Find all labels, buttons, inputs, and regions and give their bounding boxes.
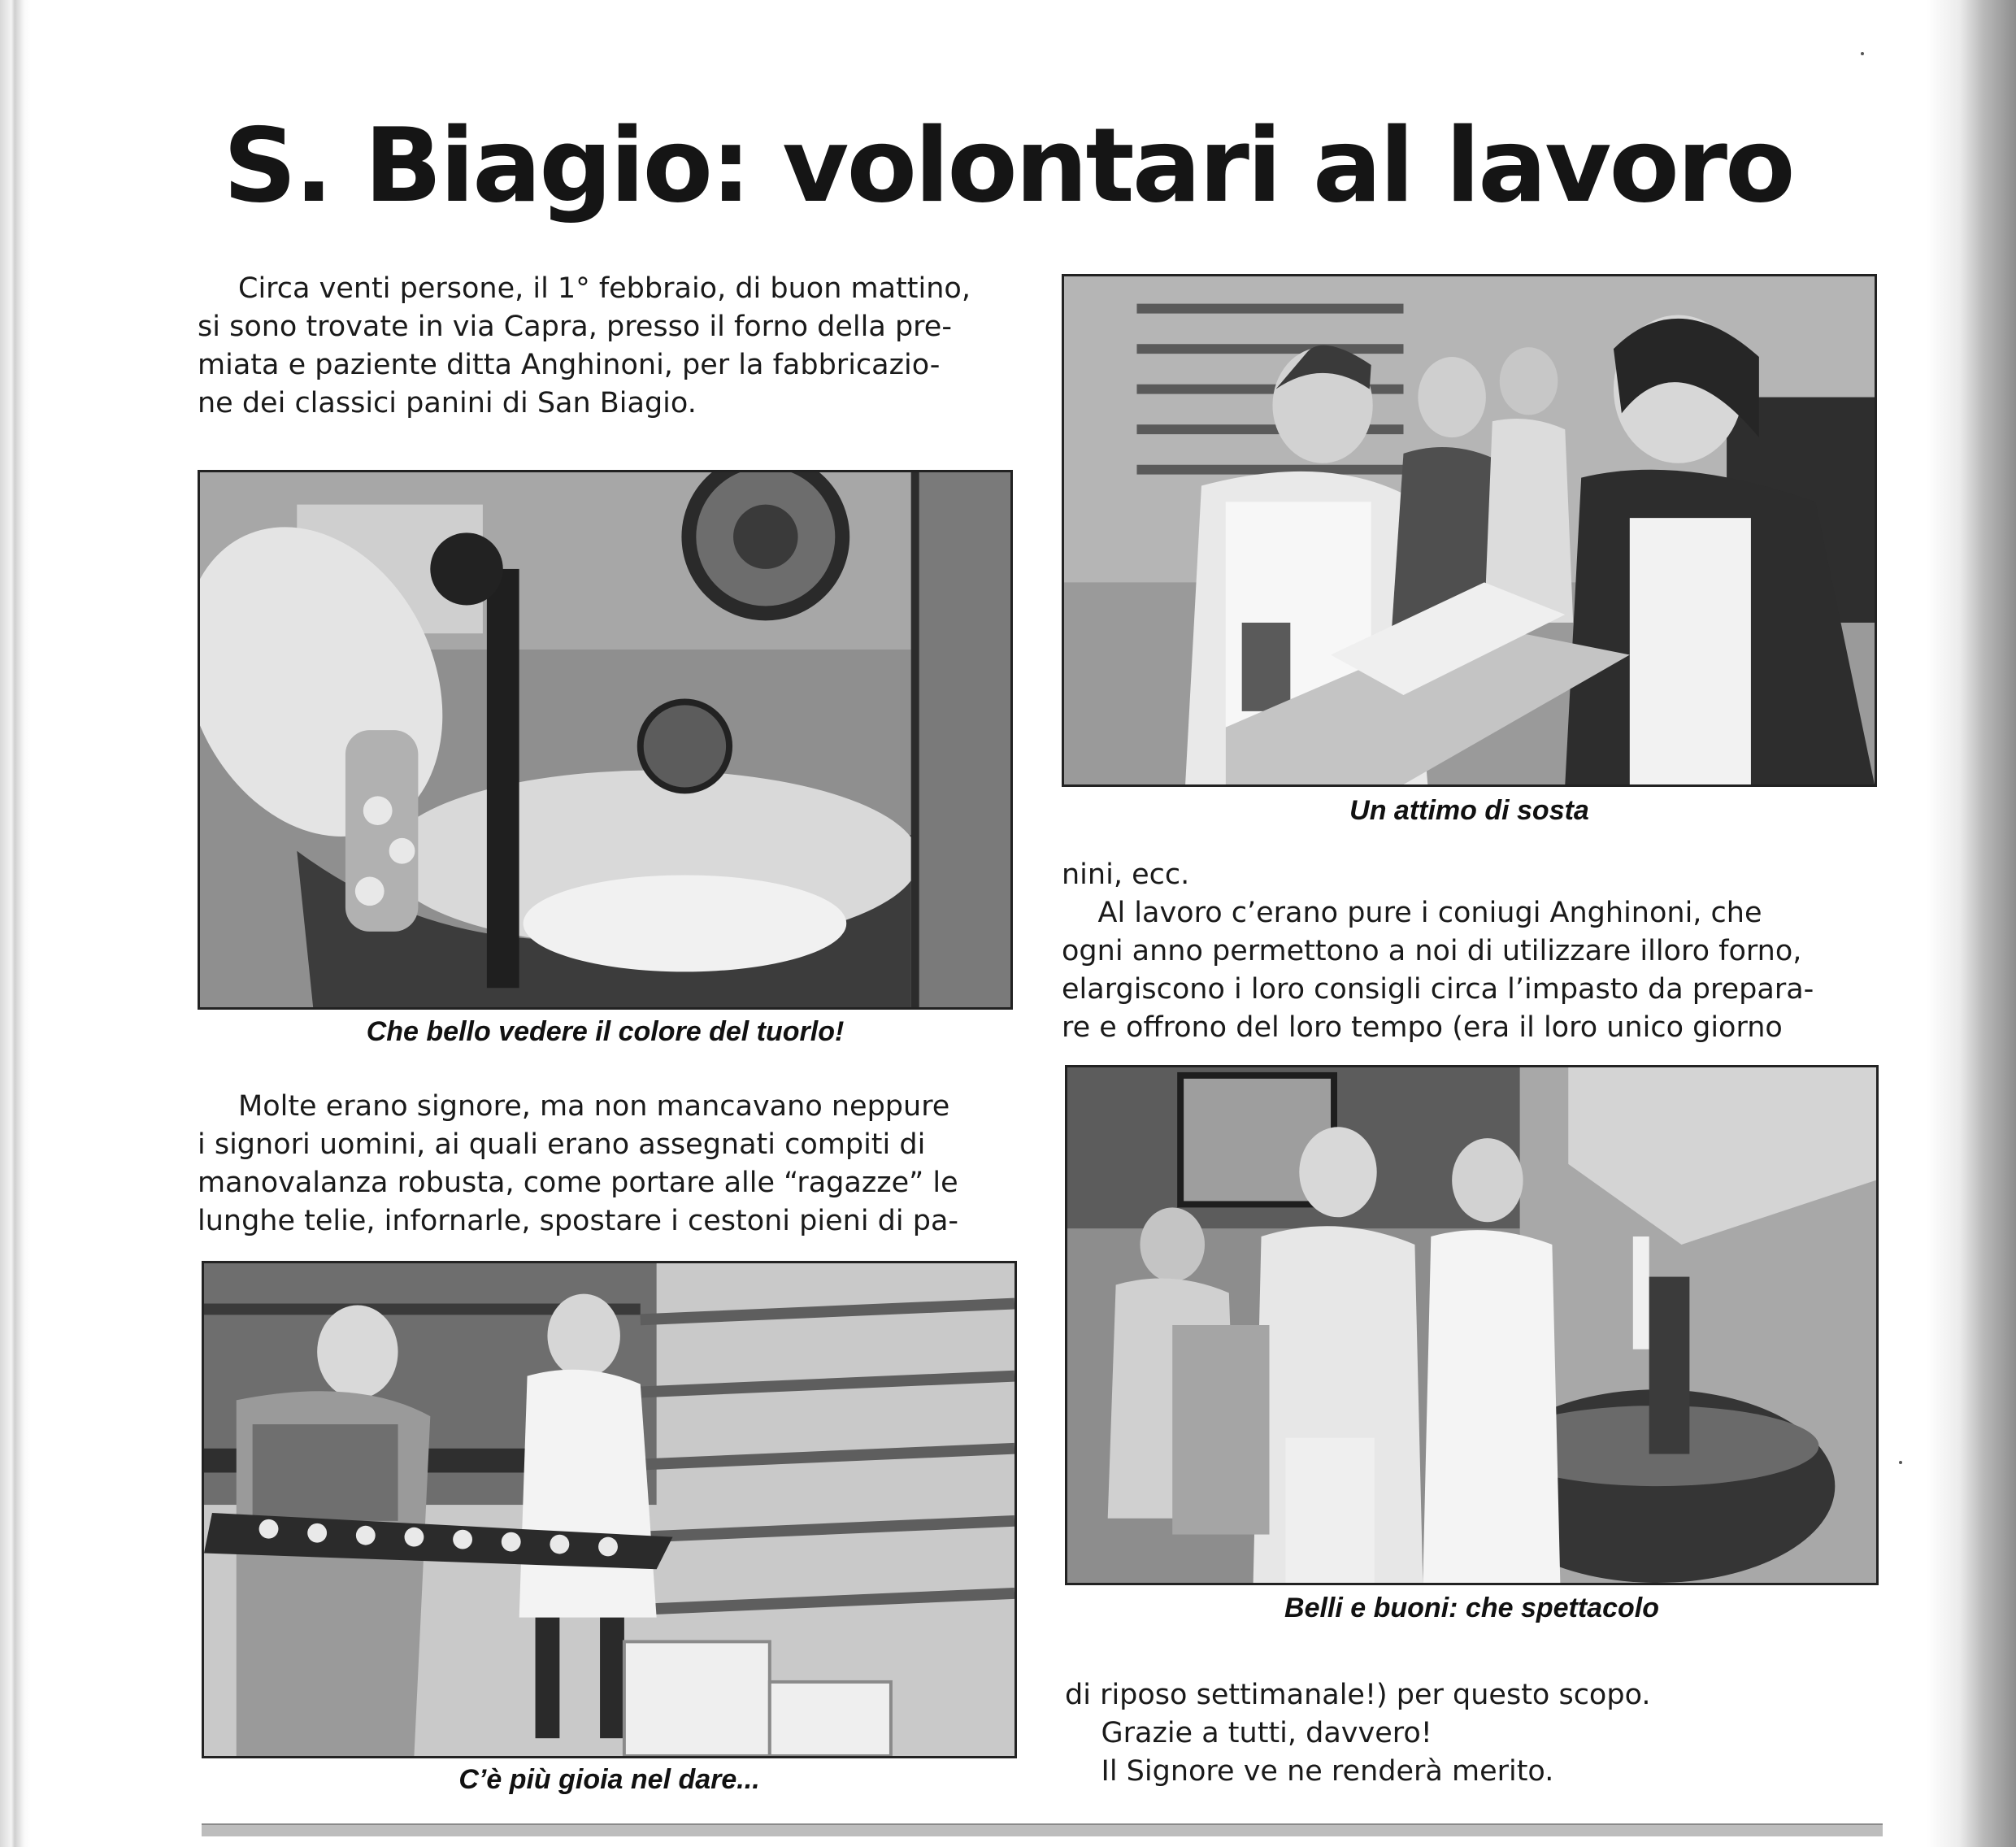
intro-paragraph: Circa venti persone, il 1° febbraio, di buon mattino, si sono trovate in via Capra, presso il forno della pre- miata e paziente ditta Anghinoni, per la fabbricazio- ne dei classici panini di San Biagio. [198,272,971,419]
photo-spettacolo-caption: Belli e buoni: che spettacolo [1284,1593,1659,1623]
scan-speck [1899,1461,1902,1464]
body-paragraph-left: Molte erano signore, ma non mancavano neppure i signori uomini, ai quali erano assegnati compiti di manovalanza robusta, come portare alle “ragazze” le lunghe telie, infornarle, spostare i cestoni pieni di pa- [198,1090,959,1237]
scan-speck [1861,52,1864,55]
photo-gioia [202,1261,1017,1758]
photo-sosta-caption: Un attimo di sosta [1349,795,1589,826]
photo-mixer-caption: Che bello vedere il colore del tuorlo! [366,1016,845,1047]
photo-gioia-image [204,1263,1015,1756]
photo-spettacolo-image [1067,1067,1876,1583]
bottom-rule [202,1823,1883,1836]
photo-sosta [1062,274,1877,787]
photo-mixer [198,470,1013,1010]
photo-mixer-image [200,472,1010,1007]
photo-gioia-caption: C’è più gioia nel dare... [458,1764,760,1795]
photo-spettacolo [1065,1065,1879,1585]
closing-paragraph: di riposo settimanale!) per questo scopo. Grazie a tutti, davvero! Il Signore ve ne renderà merito. [1065,1679,1651,1788]
photo-sosta-image [1064,276,1875,784]
body-paragraph-right: nini, ecc. Al lavoro c’erano pure i coniugi Anghinoni, che ogni anno permettono a noi di utilizzare illoro forno, elargiscono i loro consigli circa l’impasto da prepara- re e offrono del loro tempo (era il loro unico giorno [1062,858,1814,1044]
article-title: S. Biagio: volontari al lavoro [223,106,1793,225]
page-binding-right [1927,0,2016,1847]
page-binding-left [0,0,31,1847]
